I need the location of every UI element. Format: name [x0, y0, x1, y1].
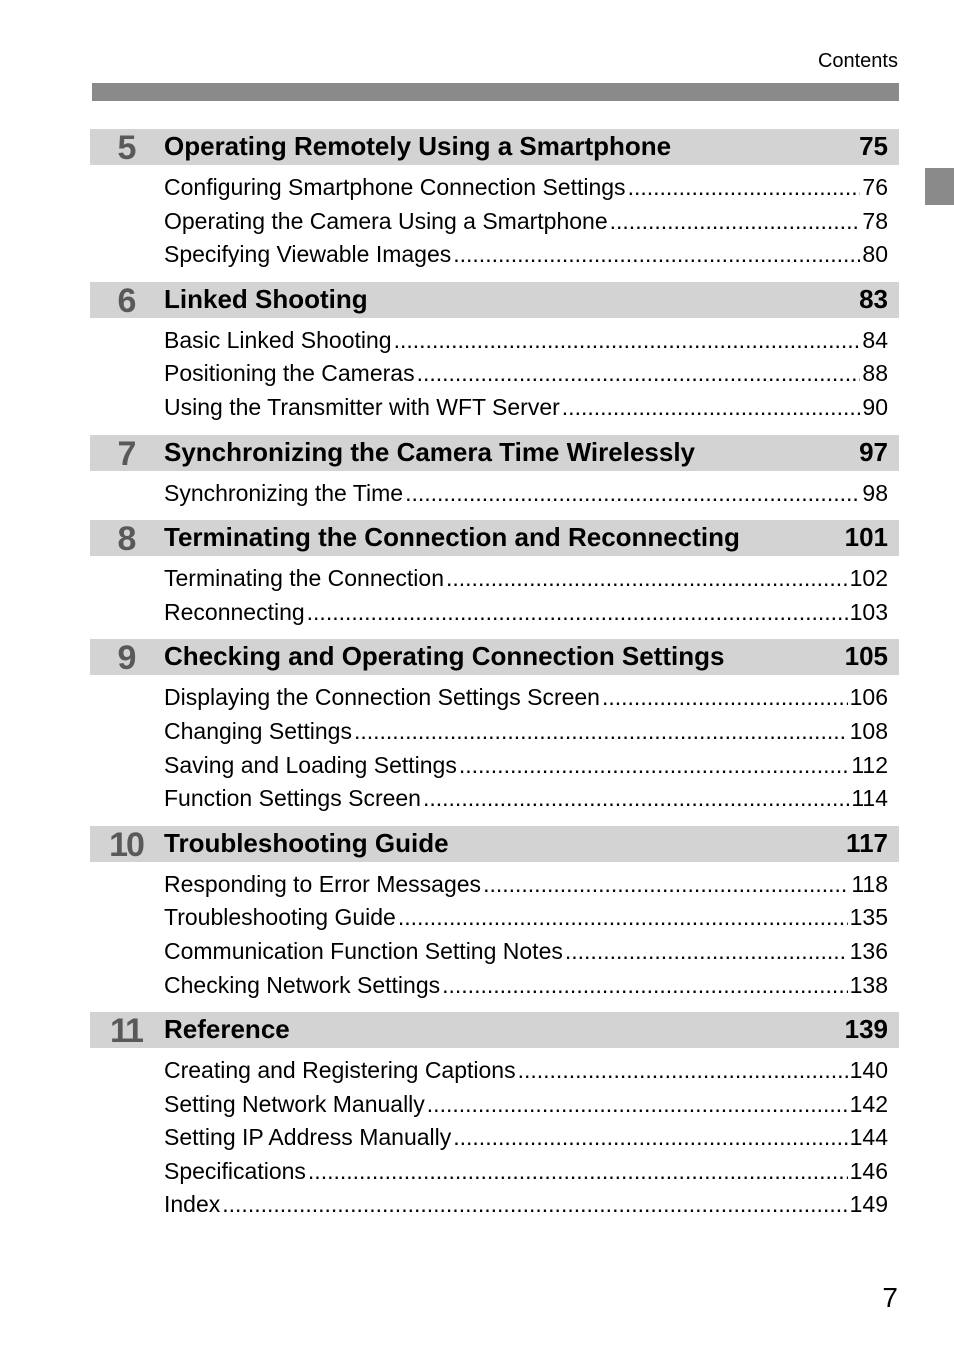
dot-leader	[398, 901, 848, 935]
chapter-entry-list	[90, 675, 899, 815]
toc-entry-page: 112	[851, 751, 888, 778]
toc-entry-page: 108	[849, 717, 888, 744]
toc-entry-page: 80	[862, 241, 888, 268]
chapter-title: Terminating the Connection and Reconnecting	[164, 522, 740, 553]
chapter-number: 6	[117, 281, 135, 320]
table-of-contents	[90, 129, 899, 1232]
toc-entry-title: Setting Network Manually	[164, 1090, 425, 1117]
dot-leader	[602, 681, 848, 715]
chapter-title: Reference	[164, 1014, 290, 1045]
chapter-spacer	[90, 816, 899, 826]
toc-entry[interactable]	[164, 205, 888, 239]
toc-entry-page: 149	[849, 1191, 888, 1218]
chapter-number: 9	[117, 639, 135, 678]
chapter-page-number: 139	[844, 1014, 888, 1045]
toc-entry-page: 103	[849, 598, 888, 625]
chapter-entry-list	[90, 556, 899, 629]
toc-entry-title: Using the Transmitter with WFT Server	[164, 393, 560, 420]
toc-entry-title: Setting IP Address Manually	[164, 1124, 452, 1151]
toc-entry-title: Troubleshooting Guide	[164, 904, 396, 931]
toc-entry-title: Index	[164, 1191, 221, 1218]
chapter-number: 5	[117, 129, 135, 167]
toc-entry[interactable]	[164, 238, 888, 272]
toc-chapter	[90, 826, 899, 1012]
dot-leader	[483, 868, 849, 902]
toc-entry-page: 118	[851, 870, 888, 897]
chapter-number: 10	[109, 825, 143, 864]
chapter-heading-bar[interactable]	[90, 129, 899, 165]
toc-entry[interactable]	[164, 1188, 888, 1222]
dot-leader	[446, 562, 848, 596]
dot-leader	[453, 1121, 847, 1155]
chapter-title: Linked Shooting	[164, 283, 368, 314]
toc-entry-title: Configuring Smartphone Connection Settings	[164, 174, 626, 200]
dot-leader	[442, 969, 848, 1003]
chapter-title: Troubleshooting Guide	[164, 827, 449, 858]
toc-entry[interactable]	[164, 901, 888, 935]
toc-entry-page: 98	[862, 479, 888, 506]
chapter-page-number: 101	[844, 522, 888, 553]
chapter-spacer	[90, 1002, 899, 1012]
toc-entry-title: Function Settings Screen	[164, 785, 421, 812]
toc-entry[interactable]	[164, 782, 888, 816]
chapter-entry-list	[90, 1048, 899, 1222]
dot-leader	[518, 1054, 848, 1088]
chapter-number: 7	[117, 434, 135, 473]
toc-entry-page: 84	[862, 326, 888, 353]
toc-entry-page: 114	[851, 785, 888, 812]
toc-entry[interactable]	[164, 357, 888, 391]
chapter-page-number: 83	[859, 283, 888, 314]
toc-entry-title: Terminating the Connection	[164, 565, 444, 592]
toc-entry-page: 76	[862, 174, 888, 200]
toc-entry-title: Specifications	[164, 1157, 306, 1184]
chapter-title: Synchronizing the Camera Time Wirelessly	[164, 436, 696, 467]
chapter-thumb-tab	[925, 168, 954, 205]
chapter-number: 8	[117, 520, 135, 559]
toc-entry[interactable]	[164, 969, 888, 1003]
toc-entry-page: 78	[862, 207, 888, 234]
dot-leader	[308, 1155, 848, 1189]
chapter-title: Operating Remotely Using a Smartphone	[164, 131, 672, 161]
dot-leader	[394, 324, 861, 358]
toc-entry[interactable]	[164, 391, 888, 425]
toc-entry-title: Creating and Registering Captions	[164, 1057, 516, 1084]
chapter-page-number: 105	[844, 641, 888, 672]
toc-entry[interactable]	[164, 324, 888, 358]
toc-entry-page: 140	[849, 1057, 888, 1084]
toc-entry-title: Specifying Viewable Images	[164, 241, 452, 268]
toc-entry-page: 144	[849, 1124, 888, 1151]
toc-entry-title: Checking Network Settings	[164, 971, 441, 998]
toc-entry-page: 142	[849, 1090, 888, 1117]
chapter-number: 11	[110, 1012, 142, 1051]
dot-leader	[405, 477, 860, 511]
toc-entry[interactable]	[164, 868, 888, 902]
toc-entry[interactable]	[164, 1121, 888, 1155]
toc-entry-page: 106	[849, 684, 888, 711]
dot-leader	[628, 171, 861, 205]
toc-entry-title: Saving and Loading Settings	[164, 751, 457, 778]
toc-chapter	[90, 435, 899, 521]
toc-entry[interactable]	[164, 1088, 888, 1122]
toc-chapter	[90, 282, 899, 435]
toc-entry-page: 102	[849, 565, 888, 592]
chapter-spacer	[90, 629, 899, 639]
dot-leader	[417, 357, 861, 391]
toc-entry-title: Changing Settings	[164, 717, 352, 744]
toc-entry-title: Reconnecting	[164, 598, 305, 625]
toc-entry-title: Basic Linked Shooting	[164, 326, 392, 353]
toc-entry[interactable]	[164, 1054, 888, 1088]
toc-entry[interactable]	[164, 935, 888, 969]
chapter-entry-list	[90, 165, 899, 272]
dot-leader	[453, 238, 860, 272]
dot-leader	[423, 782, 849, 816]
toc-entry-title: Synchronizing the Time	[164, 479, 404, 506]
toc-entry-page: 146	[849, 1157, 888, 1184]
dot-leader	[562, 391, 861, 425]
chapter-heading-bar[interactable]	[90, 520, 899, 559]
toc-entry[interactable]	[164, 681, 888, 715]
toc-entry[interactable]	[164, 1155, 888, 1189]
toc-entry-page: 135	[849, 904, 888, 931]
dot-leader	[459, 749, 849, 783]
toc-entry[interactable]	[164, 715, 888, 749]
chapter-entry-list	[90, 318, 899, 425]
chapter-spacer	[90, 272, 899, 282]
toc-entry-title: Positioning the Cameras	[164, 360, 415, 387]
chapter-spacer	[90, 510, 899, 520]
chapter-page-number: 97	[859, 436, 888, 467]
dot-leader	[427, 1088, 848, 1122]
toc-chapter	[90, 639, 899, 825]
toc-entry[interactable]	[164, 562, 888, 596]
toc-entry-title: Communication Function Setting Notes	[164, 937, 563, 964]
toc-entry[interactable]	[164, 596, 888, 630]
chapter-heading-bar[interactable]	[90, 826, 899, 862]
toc-entry-title: Displaying the Connection Settings Screen	[164, 684, 600, 711]
chapter-heading-bar[interactable]	[90, 435, 899, 471]
toc-entry-page: 88	[862, 360, 888, 387]
chapter-spacer	[90, 425, 899, 435]
dot-leader	[354, 715, 848, 749]
chapter-spacer	[90, 1222, 899, 1232]
chapter-heading-bar[interactable]	[90, 1012, 899, 1051]
chapter-page-number: 75	[859, 131, 888, 161]
page-number: 7	[882, 1282, 898, 1313]
chapter-heading-bar[interactable]	[90, 639, 899, 678]
toc-entry-title: Responding to Error Messages	[164, 870, 482, 897]
chapter-entry-list	[90, 471, 899, 511]
dot-leader	[222, 1188, 847, 1222]
toc-entry-page: 136	[849, 937, 888, 964]
dot-leader	[565, 935, 848, 969]
toc-entry[interactable]	[164, 749, 888, 783]
toc-entry[interactable]	[164, 477, 888, 511]
toc-entry-page: 138	[849, 971, 888, 998]
toc-entry-page: 90	[862, 393, 888, 420]
dot-leader	[307, 596, 848, 630]
toc-chapter	[90, 129, 899, 282]
header-rule-bar	[92, 83, 899, 101]
dot-leader	[610, 205, 861, 239]
section-header-label: Contents	[817, 50, 898, 72]
toc-chapter	[90, 1012, 899, 1232]
chapter-page-number: 117	[846, 827, 888, 858]
toc-chapter	[90, 520, 899, 639]
toc-entry-title: Operating the Camera Using a Smartphone	[164, 207, 608, 234]
chapter-heading-bar[interactable]	[90, 282, 899, 318]
toc-entry[interactable]	[164, 171, 888, 205]
chapter-entry-list	[90, 862, 899, 1002]
chapter-title: Checking and Operating Connection Settings	[164, 641, 725, 672]
